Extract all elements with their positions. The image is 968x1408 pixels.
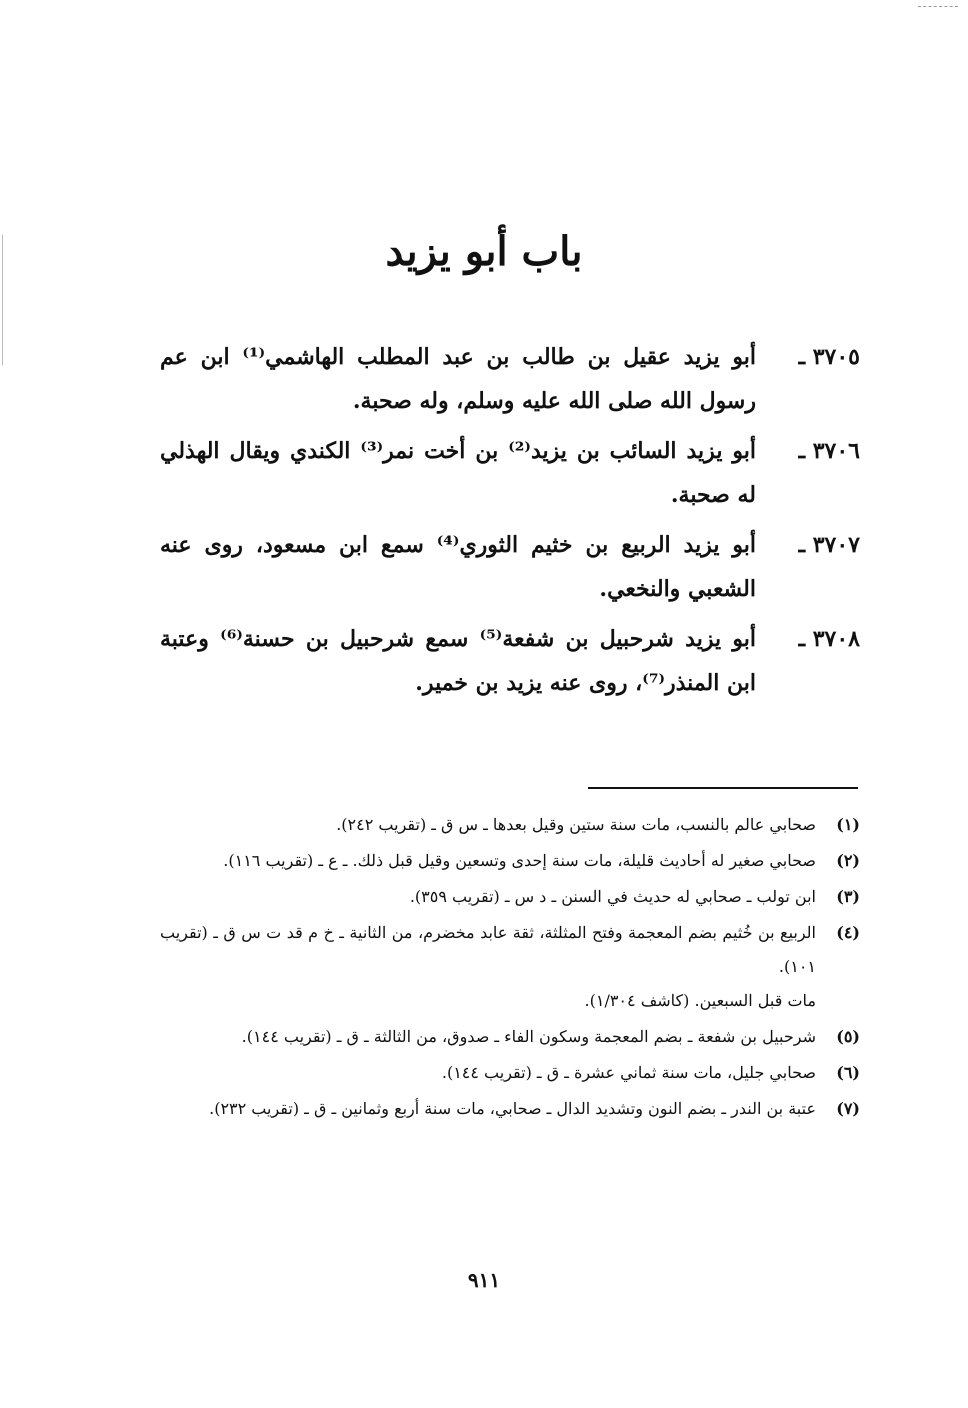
footnote bbox=[160, 844, 860, 878]
entry bbox=[160, 335, 860, 423]
entry-text: أبو يزيد عقيل بن طالب بن عبد المطلب الهاشمي⁽¹⁾ ابن عم رسول الله صلى الله عليه وسلم، وله صحبة. bbox=[160, 344, 756, 414]
entry-number: ٣٧٠٦ ـ bbox=[798, 438, 860, 464]
entry-text: أبو يزيد الربيع بن خثيم الثوري⁽⁴⁾ سمع ابن مسعود، روى عنه الشعبي والنخعي. bbox=[160, 532, 756, 602]
footnote-text: صحابي عالم بالنسب، مات سنة ستين وقيل بعدها ـ س ق ـ (تقريب ٢٤٢). bbox=[336, 815, 816, 834]
footnote-number: (١) bbox=[836, 815, 860, 834]
footnote-text: عتبة بن الندر ـ بضم النون وتشديد الدال ـ صحابي، مات سنة أربع وثمانين ـ ق ـ (تقريب ٢٣٢). bbox=[209, 1099, 816, 1118]
footnote-separator bbox=[588, 787, 858, 789]
footnote-number: (٤) bbox=[836, 923, 860, 942]
entry-number: ٣٧٠٥ ـ bbox=[798, 344, 860, 370]
footnote-number: (٧) bbox=[836, 1099, 860, 1118]
footnote-number: (٥) bbox=[836, 1027, 860, 1046]
footnote-text: الربيع بن خُثيم بضم المعجمة وفتح المثلثة، ثقة عابد مخضرم، من الثانية ـ خ م قد ت س ق ـ (تقريب ١٠١). bbox=[160, 923, 817, 976]
footnotes-list bbox=[160, 808, 860, 1128]
footnote-number: (٢) bbox=[836, 851, 860, 870]
footnote bbox=[160, 916, 860, 1018]
footnote-text: صحابي جليل، مات سنة ثماني عشرة ـ ق ـ (تقريب ١٤٤). bbox=[441, 1063, 816, 1082]
footnote-number: (٣) bbox=[836, 887, 860, 906]
footnote bbox=[160, 1056, 860, 1090]
footnote-extra-line: مات قبل السبعين. (كاشف ١/٣٠٤). bbox=[584, 991, 816, 1010]
footnote bbox=[160, 808, 860, 842]
footnote-number: (٦) bbox=[836, 1063, 860, 1082]
footnote bbox=[160, 1020, 860, 1054]
entry bbox=[160, 429, 860, 517]
top-corner-rule bbox=[918, 6, 958, 7]
chapter-title: باب أبو يزيد bbox=[385, 228, 583, 275]
footnote bbox=[160, 1092, 860, 1126]
footnote-text: ابن تولب ـ صحابي له حديث في السنن ـ د س ـ (تقريب ٣٥٩). bbox=[409, 887, 816, 906]
page-number: ٩١١ bbox=[467, 1268, 501, 1292]
footnote bbox=[160, 880, 860, 914]
entry-text: أبو يزيد شرحبيل بن شفعة⁽⁵⁾ سمع شرحبيل بن حسنة⁽⁶⁾ وعتبة ابن المنذر⁽⁷⁾، روى عنه يزيد بن خمير. bbox=[160, 626, 756, 696]
footnote-text: صحابي صغير له أحاديث قليلة، مات سنة إحدى وتسعين وقيل قبل ذلك. ـ ع ـ (تقريب ١١٦). bbox=[223, 851, 816, 870]
entry bbox=[160, 617, 860, 705]
entry-number: ٣٧٠٧ ـ bbox=[798, 532, 860, 558]
entry-text: أبو يزيد السائب بن يزيد⁽²⁾ بن أخت نمر⁽³⁾ الكندي ويقال الهذلي له صحبة. bbox=[160, 438, 757, 508]
entry bbox=[160, 523, 860, 611]
entry-number: ٣٧٠٨ ـ bbox=[798, 626, 860, 652]
footnote-text: شرحبيل بن شفعة ـ بضم المعجمة وسكون الفاء ـ صدوق، من الثالثة ـ ق ـ (تقريب ١٤٤). bbox=[241, 1027, 816, 1046]
entries-list bbox=[160, 335, 860, 711]
